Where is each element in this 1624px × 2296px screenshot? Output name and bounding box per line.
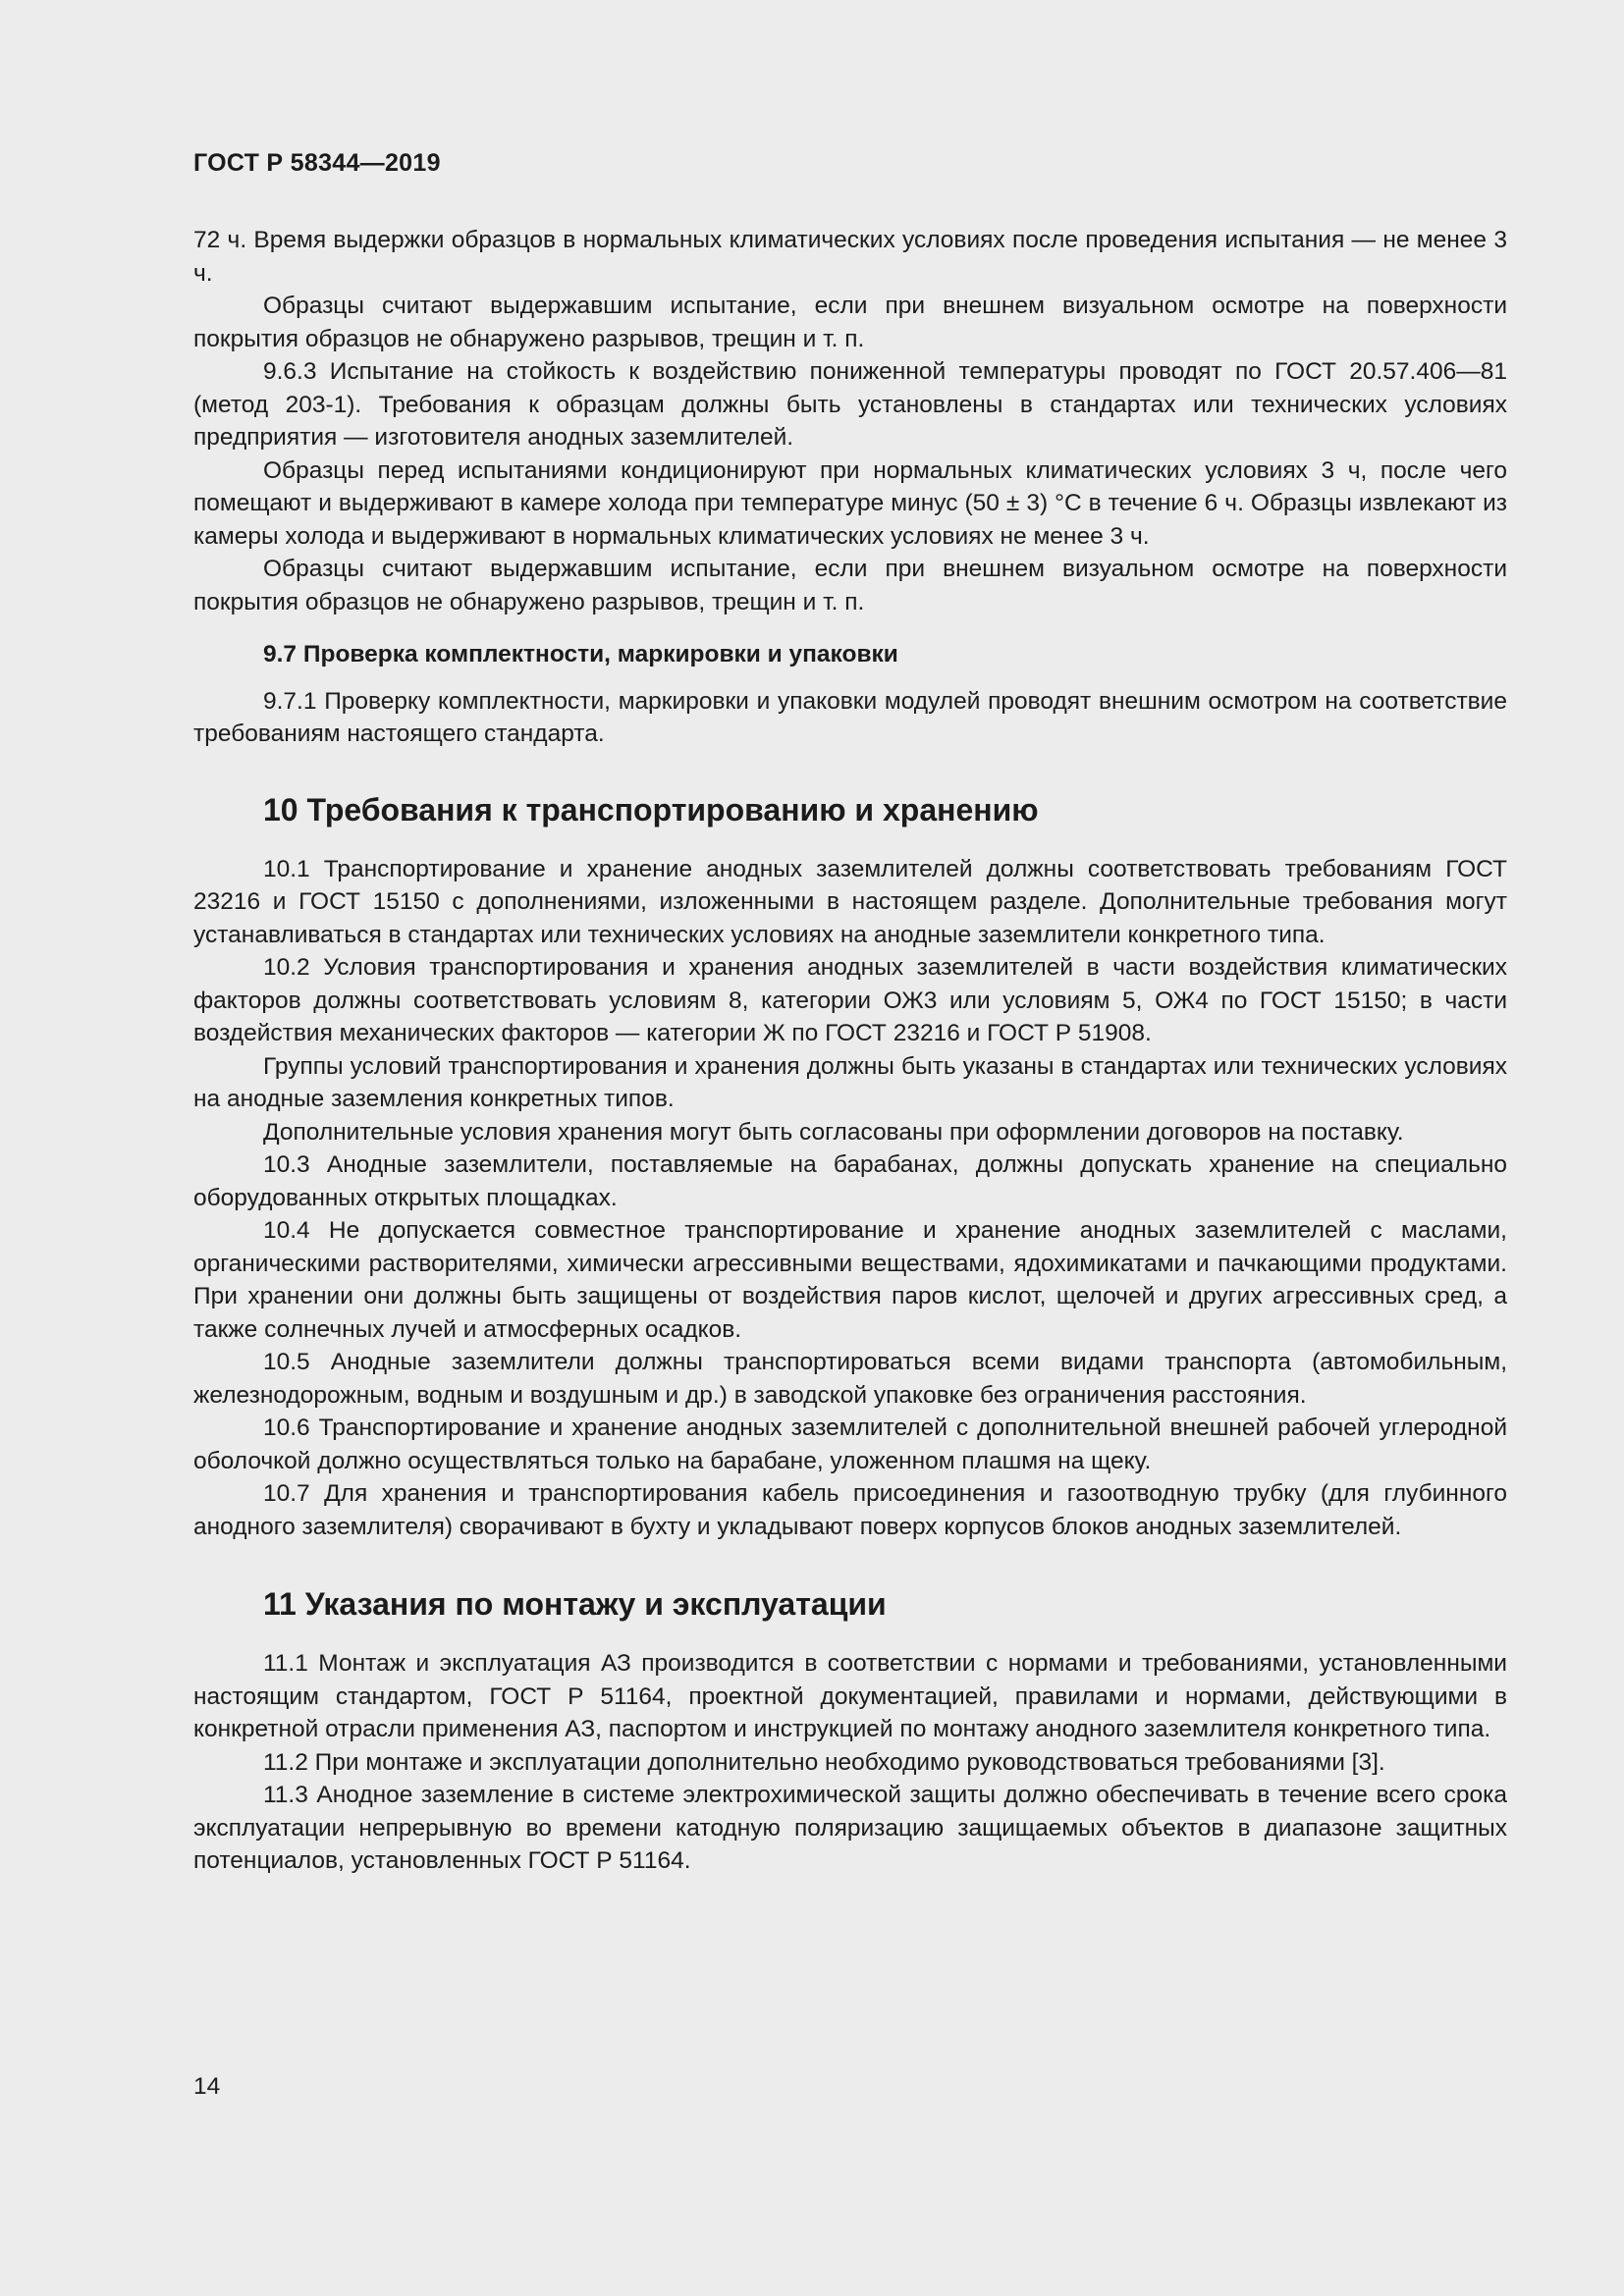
paragraph: 10.2 Условия транспортирования и хранения анодных заземлителей в части воздействия климатических факторов должны соответствовать условиям 8, категории ОЖ3 или условиям 5, ОЖ4 по ГОСТ 15150; в части воздействия механических факторов — категории Ж по ГОСТ 23216 и ГОСТ Р 51908. [193, 954, 1507, 1046]
section-heading-11: 11 Указания по монтажу и эксплуатации [263, 1586, 887, 1622]
paragraph: Образцы перед испытаниями кондиционируют при нормальных климатических условиях 3 ч, после чего помещают и выдерживают в камере холода при температуре минус (50 ± 3) °С в течение 6 ч. Образцы извлекают из камеры холода и выдерживают в нормальных климатических условиях не менее 3 ч. [193, 456, 1507, 550]
paragraph: 10.4 Не допускается совместное транспортирование и хранение анодных заземлителей с маслами, органическими растворителями, химически агрессивными веществами, ядохимикатами и пачкающими продуктами. При хранении они должны быть защищены от воздействия паров кислот, щелочей и других агрессивных сред, а также солнечных лучей и атмосферных осадков. [193, 1217, 1507, 1343]
document-body [193, 224, 1507, 1878]
paragraph: 10.7 Для хранения и транспортирования кабель присоединения и газоотводную трубку (для глубинного анодного заземлителя) сворачивают в бухту и укладывают поверх корпусов блоков анодных заземлителей. [193, 1480, 1507, 1540]
paragraph: 11.2 При монтаже и эксплуатации дополнительно необходимо руководствоваться требованиями [3]. [263, 1748, 1385, 1776]
document-code-header: ГОСТ Р 58344—2019 [193, 149, 441, 177]
paragraph: Образцы считают выдержавшим испытание, если при внешнем визуальном осмотре на поверхности покрытия образцов не обнаружено разрывов, трещин и т. п. [193, 293, 1507, 352]
paragraph: Образцы считают выдержавшим испытание, если при внешнем визуальном осмотре на поверхности покрытия образцов не обнаружено разрывов, трещин и т. п. [193, 556, 1507, 615]
page-number: 14 [193, 2073, 221, 2100]
paragraph: 9.7.1 Проверку комплектности, маркировки и упаковки модулей проводят внешним осмотром на соответствие требованиям настоящего стандарта. [193, 687, 1507, 747]
paragraph: 10.5 Анодные заземлители должны транспортироваться всеми видами транспорта (автомобильным, железнодорожным, водным и воздушным и др.) в заводской упаковке без ограничения расстояния. [193, 1349, 1507, 1409]
paragraph: Группы условий транспортирования и хранения должны быть указаны в стандартах или технических условиях на анодные заземления конкретных типов. [193, 1052, 1507, 1112]
paragraph: Дополнительные условия хранения могут быть согласованы при оформлении договоров на поставку. [263, 1118, 1404, 1146]
section-heading-10: 10 Требования к транспортированию и хранению [263, 791, 1039, 828]
paragraph: 11.3 Анодное заземление в системе электрохимической защиты должно обеспечивать в течение всего срока эксплуатации непрерывную во времени катодную поляризацию защищаемых объектов в диапазоне защитных потенциалов, установленных ГОСТ Р 51164. [193, 1782, 1507, 1874]
paragraph: 72 ч. Время выдержки образцов в нормальных климатических условиях после проведения испытания — не менее 3 ч. [193, 227, 1507, 287]
subsection-heading-9-7: 9.7 Проверка комплектности, маркировки и упаковки [263, 641, 898, 667]
paragraph: 11.1 Монтаж и эксплуатация АЗ производится в соответствии с нормами и требованиями, установленными настоящим стандартом, ГОСТ Р 51164, проектной документацией, правилами и нормами, действующими в конкретной отрасли применения АЗ, паспортом и инструкцией по монтажу анодного заземлителя конкретного типа. [193, 1650, 1507, 1742]
paragraph: 10.6 Транспортирование и хранение анодных заземлителей с дополнительной внешней рабочей углеродной оболочкой должно осуществляться только на барабане, уложенном плашмя на щеку. [193, 1415, 1507, 1474]
paragraph: 10.3 Анодные заземлители, поставляемые на барабанах, должны допускать хранение на специально оборудованных открытых площадках. [193, 1151, 1507, 1211]
paragraph: 10.1 Транспортирование и хранение анодных заземлителей должны соответствовать требованиям ГОСТ 23216 и ГОСТ 15150 с дополнениями, изложенными в настоящем разделе. Дополнительные требования могут устанавливаться в стандартах или технических условиях на анодные заземлители конкретного типа. [193, 855, 1507, 948]
paragraph: 9.6.3 Испытание на стойкость к воздействию пониженной температуры проводят по ГОСТ 20.57.406—81 (метод 203-1). Требования к образцам должны быть установлены в стандартах или технических условиях предприятия — изготовителя анодных заземлителей. [193, 358, 1507, 451]
